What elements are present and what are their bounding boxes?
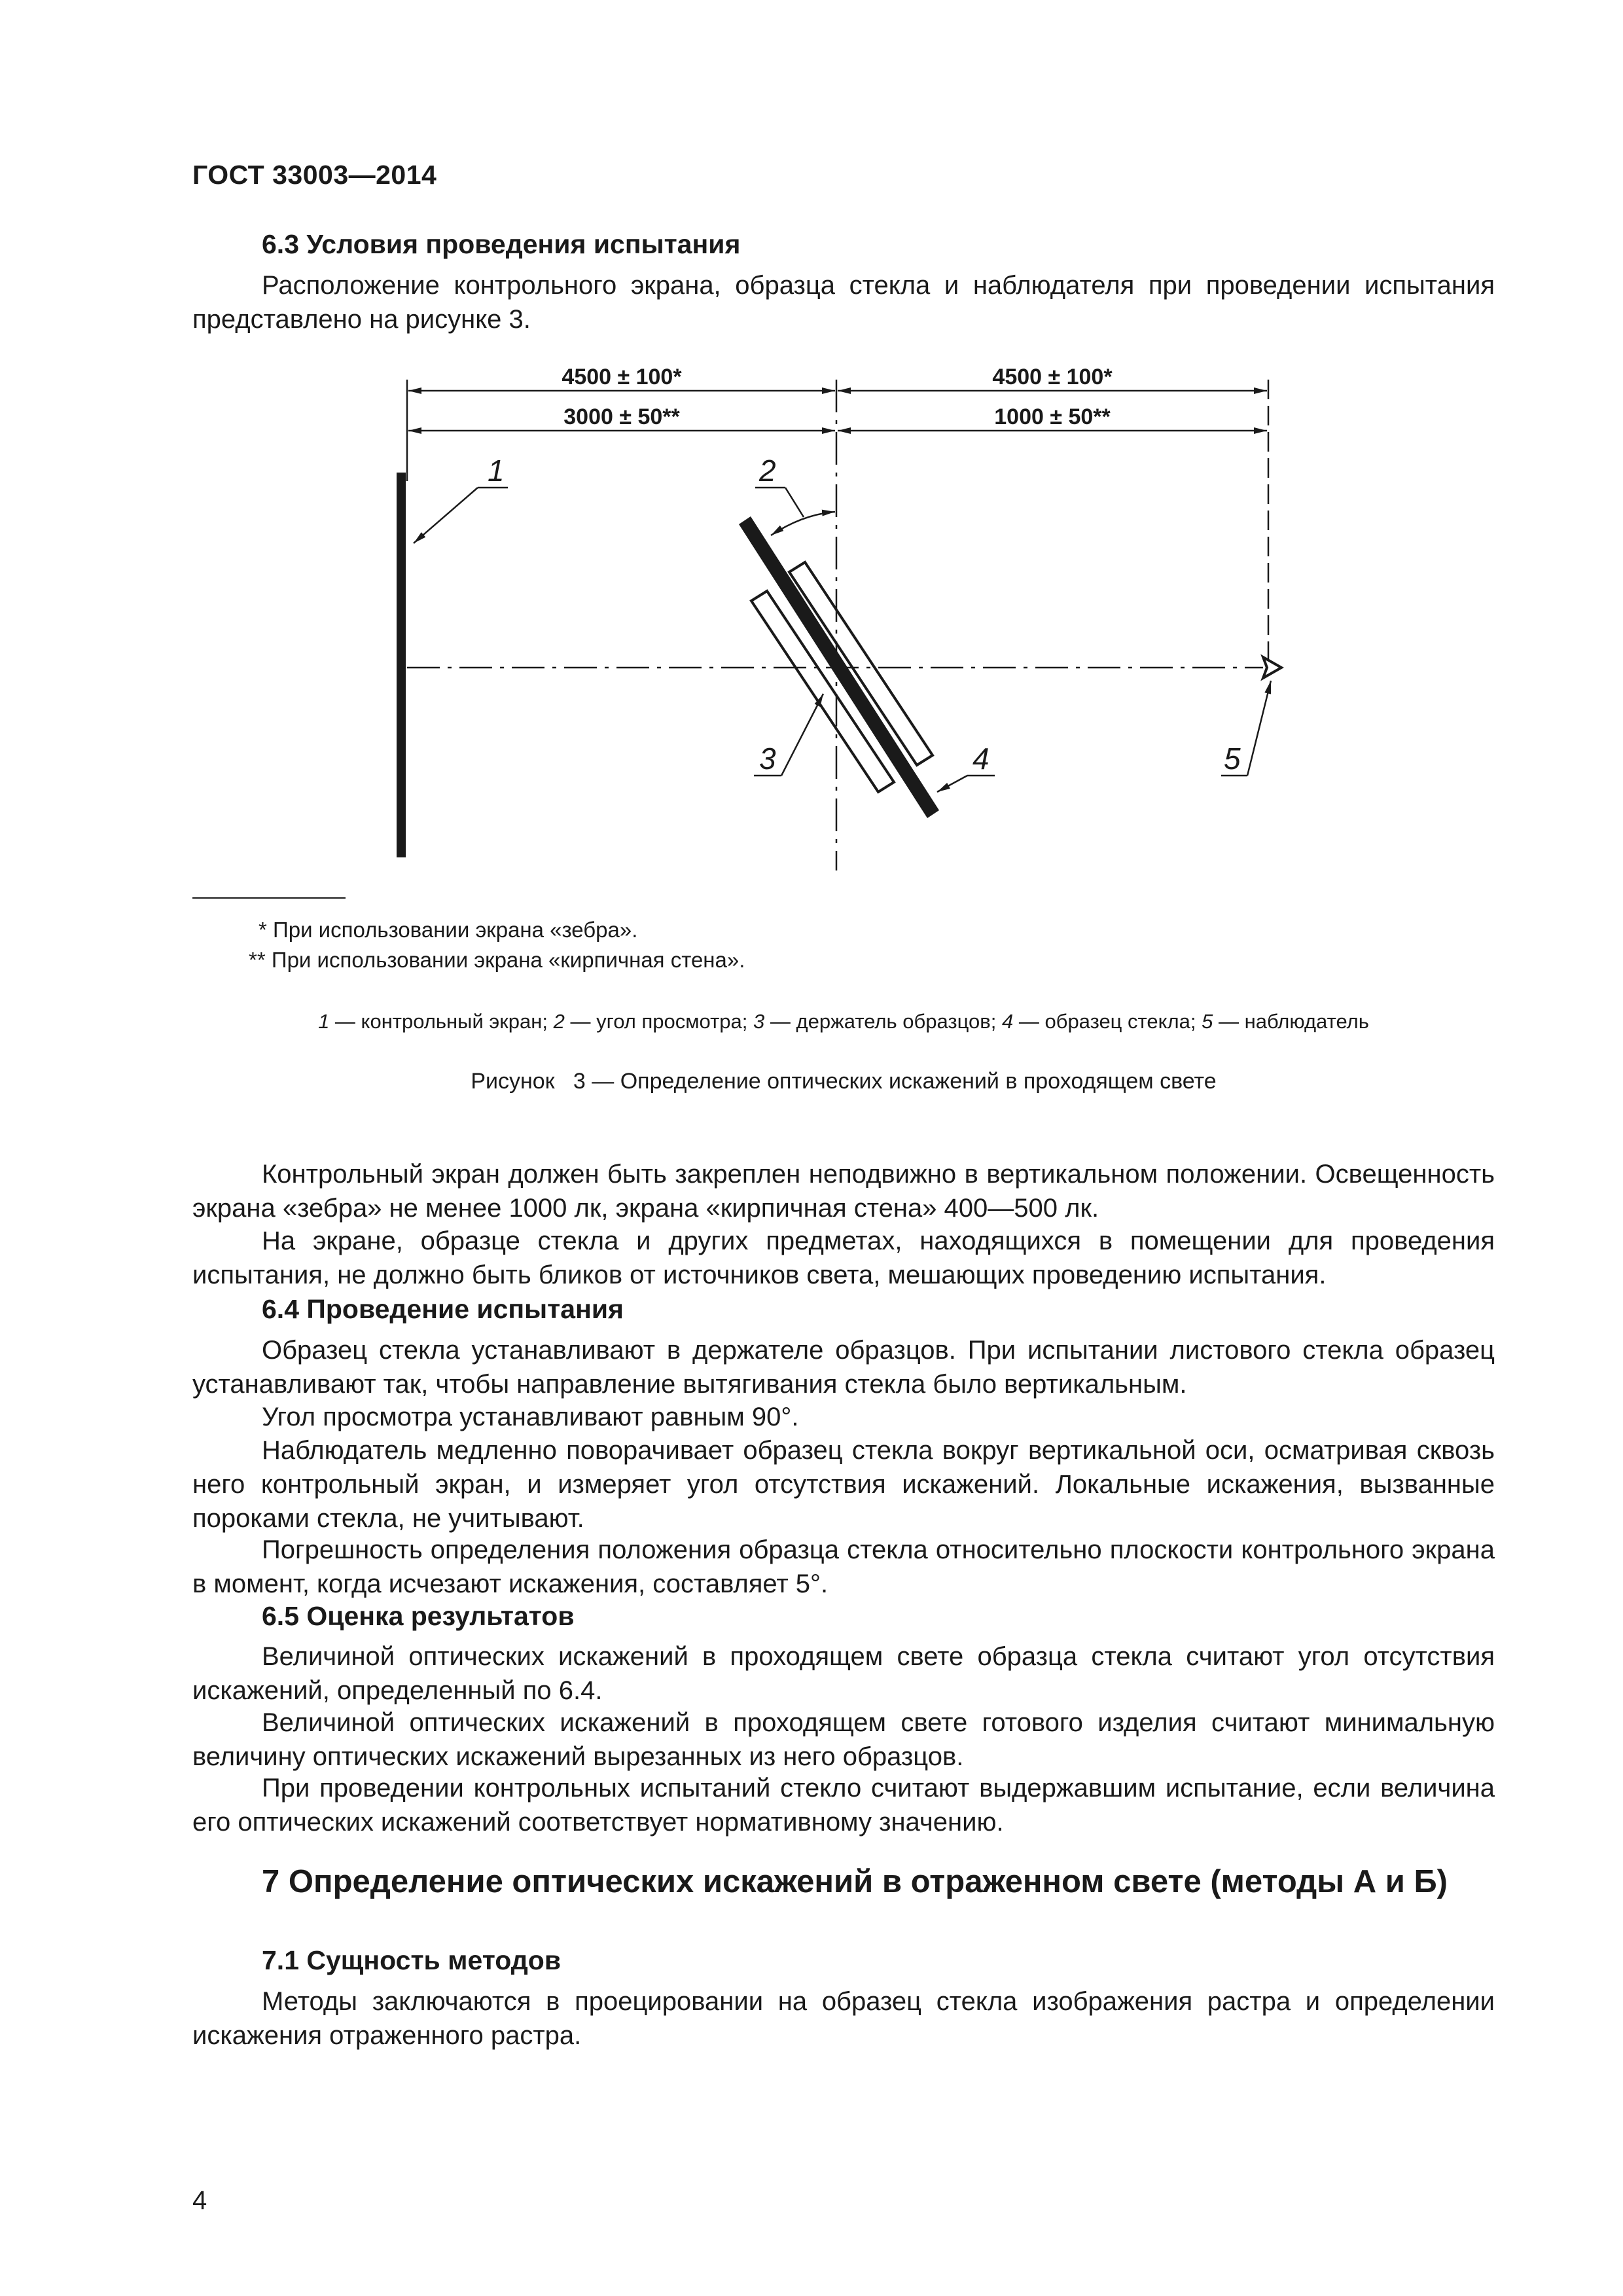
section-6-5-paragraph-2: Величиной оптических искажений в проходящем свете готового изделия считают минимальную величину оптических искажений вырезанных из него образцов. [192, 1708, 1495, 1771]
section-6-4-paragraph-1: Образец стекла устанавливают в держателе образцов. При испытании листового стекла образец устанавливают так, чтобы направление вытягивания стекла было вертикальным. [192, 1336, 1495, 1399]
section-6-4-paragraph-4: Погрешность определения положения образца стекла относительно плоскости контрольного экрана в момент, когда исчезают искажения, составляет 5°. [192, 1535, 1495, 1598]
leader-4 [937, 776, 967, 792]
callout-2: 2 [759, 454, 776, 488]
dim-label-right-bottom: 1000 ± 50** [994, 404, 1111, 429]
observer-symbol [1263, 657, 1281, 678]
section-6-5-paragraph-3: При проведении контрольных испытаний стекло считают выдержавшим испытание, если величина его оптических искажений соответствует нормативному значению. [192, 1774, 1495, 1837]
section-6-4-heading: 6.4 Проведение испытания [262, 1294, 624, 1324]
section-7-1-heading: 7.1 Сущность методов [262, 1945, 562, 1975]
callout-4: 4 [972, 742, 990, 776]
leader-2 [785, 488, 804, 517]
standard-header: ГОСТ 33003—2014 [192, 160, 437, 190]
legend-num-5: 5 [1202, 1010, 1213, 1033]
leader-3 [781, 694, 823, 776]
section-6-5-paragraph-1: Величиной оптических искажений в проходящем свете образца стекла считают угол отсутствия искажений, определенный по 6.4. [192, 1642, 1495, 1705]
section-7-heading: 7 Определение оптических искажений в отраженном свете (методы А и Б) [262, 1864, 1448, 1899]
control-screen [397, 473, 406, 857]
legend-num-4: 4 [1001, 1010, 1014, 1033]
after-figure-paragraph-1: Контрольный экран должен быть закреплен неподвижно в вертикальном положении. Освещенность экрана «зебра» не менее 1000 лк, экрана «кирпичная стена» 400—500 лк. [192, 1160, 1495, 1223]
footnote-2: ** При использовании экрана «кирпичная стена». [249, 948, 745, 972]
section-7-1-paragraph-1: Методы заключаются в проецировании на образец стекла изображения растра и определении искажения отраженного растра. [192, 1987, 1495, 2050]
leader-5 [1247, 681, 1271, 776]
figure-caption: Рисунок 3 — Определение оптических искажений в проходящем свете [471, 1069, 1217, 1094]
dim-label-left-bottom: 3000 ± 50** [563, 404, 680, 429]
legend-text-4: — образец стекла; [1013, 1010, 1202, 1033]
dim-label-right-top: 4500 ± 100* [992, 365, 1113, 389]
legend-num-3: 3 [753, 1010, 765, 1033]
callout-3: 3 [759, 742, 776, 776]
figure-legend [192, 1010, 1495, 1033]
section-6-5-heading: 6.5 Оценка результатов [262, 1601, 575, 1631]
legend-text-2: — угол просмотра; [564, 1010, 754, 1033]
footnote-1: * При использовании экрана «зебра». [259, 918, 638, 942]
section-6-3-heading: 6.3 Условия проведения испытания [262, 229, 741, 259]
legend-num-1: 1 [318, 1010, 330, 1033]
section-6-4-paragraph-3: Наблюдатель медленно поворачивает образец стекла вокруг вертикальной оси, осматривая сквозь него контрольный экран, и измеряет угол отсутствия искажений. Локальные искажения, вызванные пороками стекла, не учитывают. [192, 1436, 1495, 1533]
section-6-4-paragraph-2: Угол просмотра устанавливают равным 90°. [262, 1403, 799, 1431]
leader-1 [414, 488, 478, 543]
figure-3-diagram [0, 0, 1623, 916]
page-number: 4 [192, 2186, 207, 2215]
dim-label-left-top: 4500 ± 100* [562, 365, 682, 389]
legend-num-2: 2 [553, 1010, 565, 1033]
callout-5: 5 [1224, 742, 1241, 776]
legend-text-5: — наблюдатель [1213, 1010, 1369, 1033]
section-6-3-paragraph: Расположение контрольного экрана, образца стекла и наблюдателя при проведении испытания представлено на рисунке 3. [192, 271, 1495, 334]
legend-text-1: — контрольный экран; [329, 1010, 554, 1033]
callout-1: 1 [488, 454, 505, 488]
legend-text-3: — держатель образцов; [764, 1010, 1002, 1033]
after-figure-paragraph-2: На экране, образце стекла и других предметах, находящихся в помещении для проведения испытания, не должно быть бликов от источников света, мешающих проведению испытания. [192, 1227, 1495, 1289]
